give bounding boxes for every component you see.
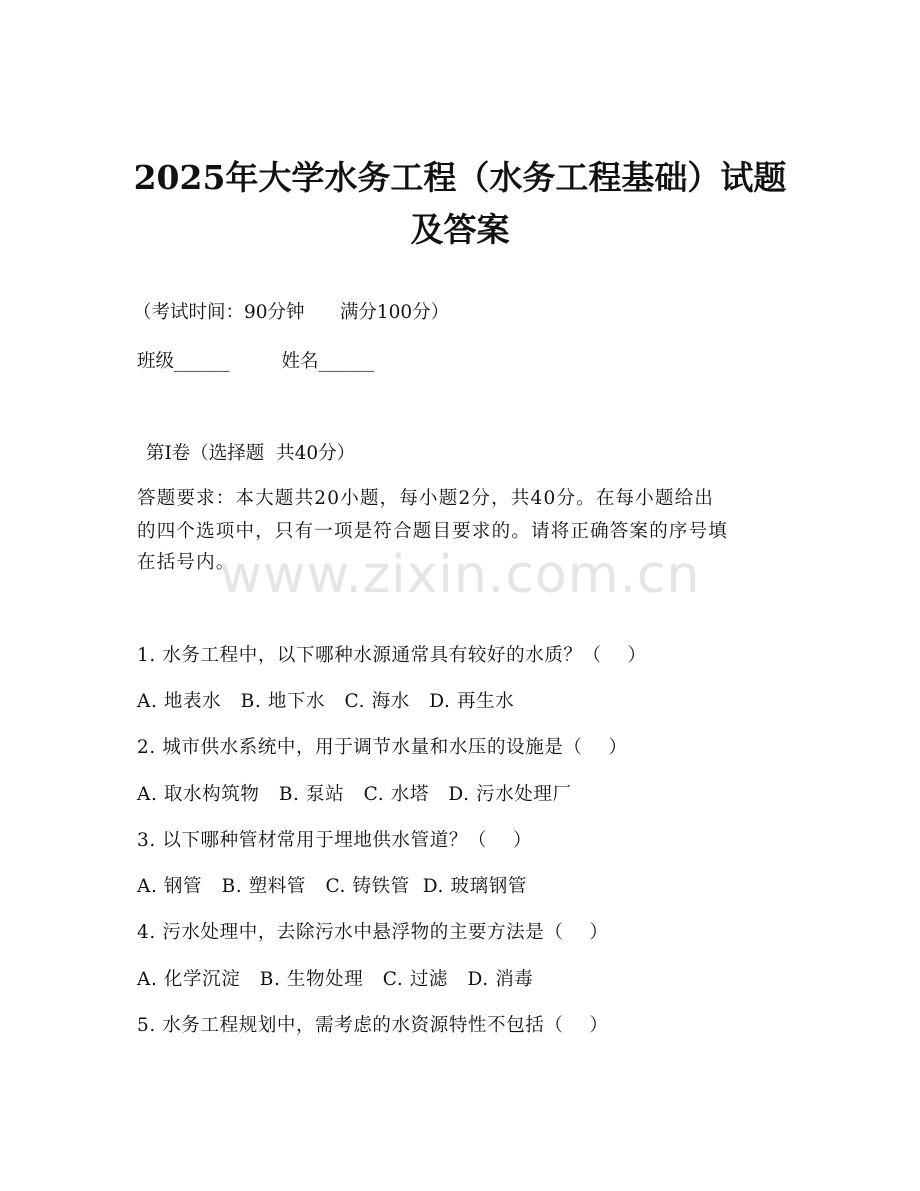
class-field-label: 班级______ [137,351,230,372]
instructions-line-3: 在括号内。 [137,552,236,573]
question-3-stem: 3. 以下哪种管材常用于埋地供水管道？（ ） [137,830,533,851]
class-name-row [137,349,374,375]
question-2-stem: 2. 城市供水系统中，用于调节水量和水压的设施是（ ） [137,737,628,758]
instructions-line-2: 的四个选项中，只有一项是符合题目要求的。请将正确答案的序号填 [137,521,729,542]
watermark-text: www.zixin.com.cn [219,545,701,605]
section-heading: 第I卷（选择题 共40分） [146,443,356,464]
question-3-options: A. 钢管 B. 塑料管 C. 铸铁管 D. 玻璃钢管 [137,876,527,897]
question-4-options: A. 化学沉淀 B. 生物处理 C. 过滤 D. 消毒 [137,969,534,990]
name-field-label: 姓名______ [281,351,375,372]
document-title-line-1: 2025年大学水务工程（水务工程基础）试题 [133,158,787,197]
question-1-options: A. 地表水 B. 地下水 C. 海水 D. 再生水 [137,691,515,712]
question-2-options: A. 取水构筑物 B. 泵站 C. 水塔 D. 污水处理厂 [137,784,572,805]
exam-info: （考试时间：90分钟 满分100分） [133,302,450,323]
question-5-stem: 5. 水务工程规划中，需考虑的水资源特性不包括（ ） [137,1015,609,1036]
question-4-stem: 4. 污水处理中，去除污水中悬浮物的主要方法是（ ） [137,922,609,943]
document-title-line-2: 及答案 [410,210,510,249]
instructions-line-1: 答题要求：本大题共20小题，每小题2分，共40分。在每小题给出 [137,488,715,509]
question-1-stem: 1. 水务工程中，以下哪种水源通常具有较好的水质？（ ） [137,645,647,666]
